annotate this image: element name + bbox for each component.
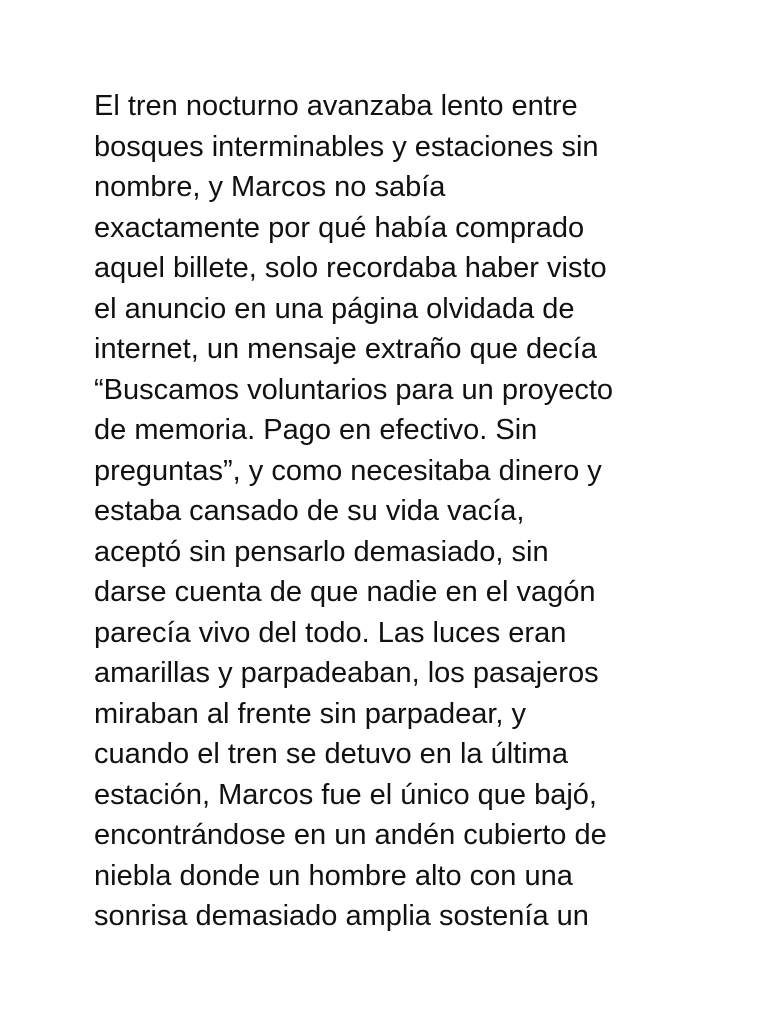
text-line: sonrisa demasiado amplia sostenía un <box>94 900 589 932</box>
text-line: miraban al frente sin parpadear, y <box>94 697 527 730</box>
text-line: bosques interminables y estaciones sin <box>94 130 599 163</box>
text-line: el anuncio en una página olvidada de <box>94 292 575 325</box>
text-line: aceptó sin pensarlo demasiado, sin <box>94 535 549 568</box>
text-line: preguntas”, y como necesitaba dinero y <box>94 454 602 487</box>
text-line: “Buscamos voluntarios para un proyecto <box>94 373 614 406</box>
text-line: de memoria. Pago en efectivo. Sin <box>94 414 538 446</box>
text-line: nombre, y Marcos no sabía <box>94 171 446 203</box>
text-line: darse cuenta de que nadie en el vagón <box>94 576 596 608</box>
text-line: El tren nocturno avanzaba lento entre <box>94 90 578 122</box>
text-line: cuando el tren se detuvo en la última <box>94 738 568 770</box>
text-line: parecía vivo del todo. Las luces eran <box>94 616 567 649</box>
text-line: niebla donde un hombre alto con una <box>94 859 573 892</box>
text-line: aquel billete, solo recordaba haber visto <box>94 252 607 284</box>
text-line: estaba cansado de su vida vacía, <box>94 495 525 527</box>
text-line: encontrándose en un andén cubierto de <box>94 819 607 851</box>
body-paragraph <box>94 86 694 937</box>
text-line: exactamente por qué había comprado <box>94 211 585 244</box>
text-line: amarillas y parpadeaban, los pasajeros <box>94 657 599 689</box>
text-line: estación, Marcos fue el único que bajó, <box>94 778 597 811</box>
text-line: internet, un mensaje extraño que decía <box>94 333 597 365</box>
